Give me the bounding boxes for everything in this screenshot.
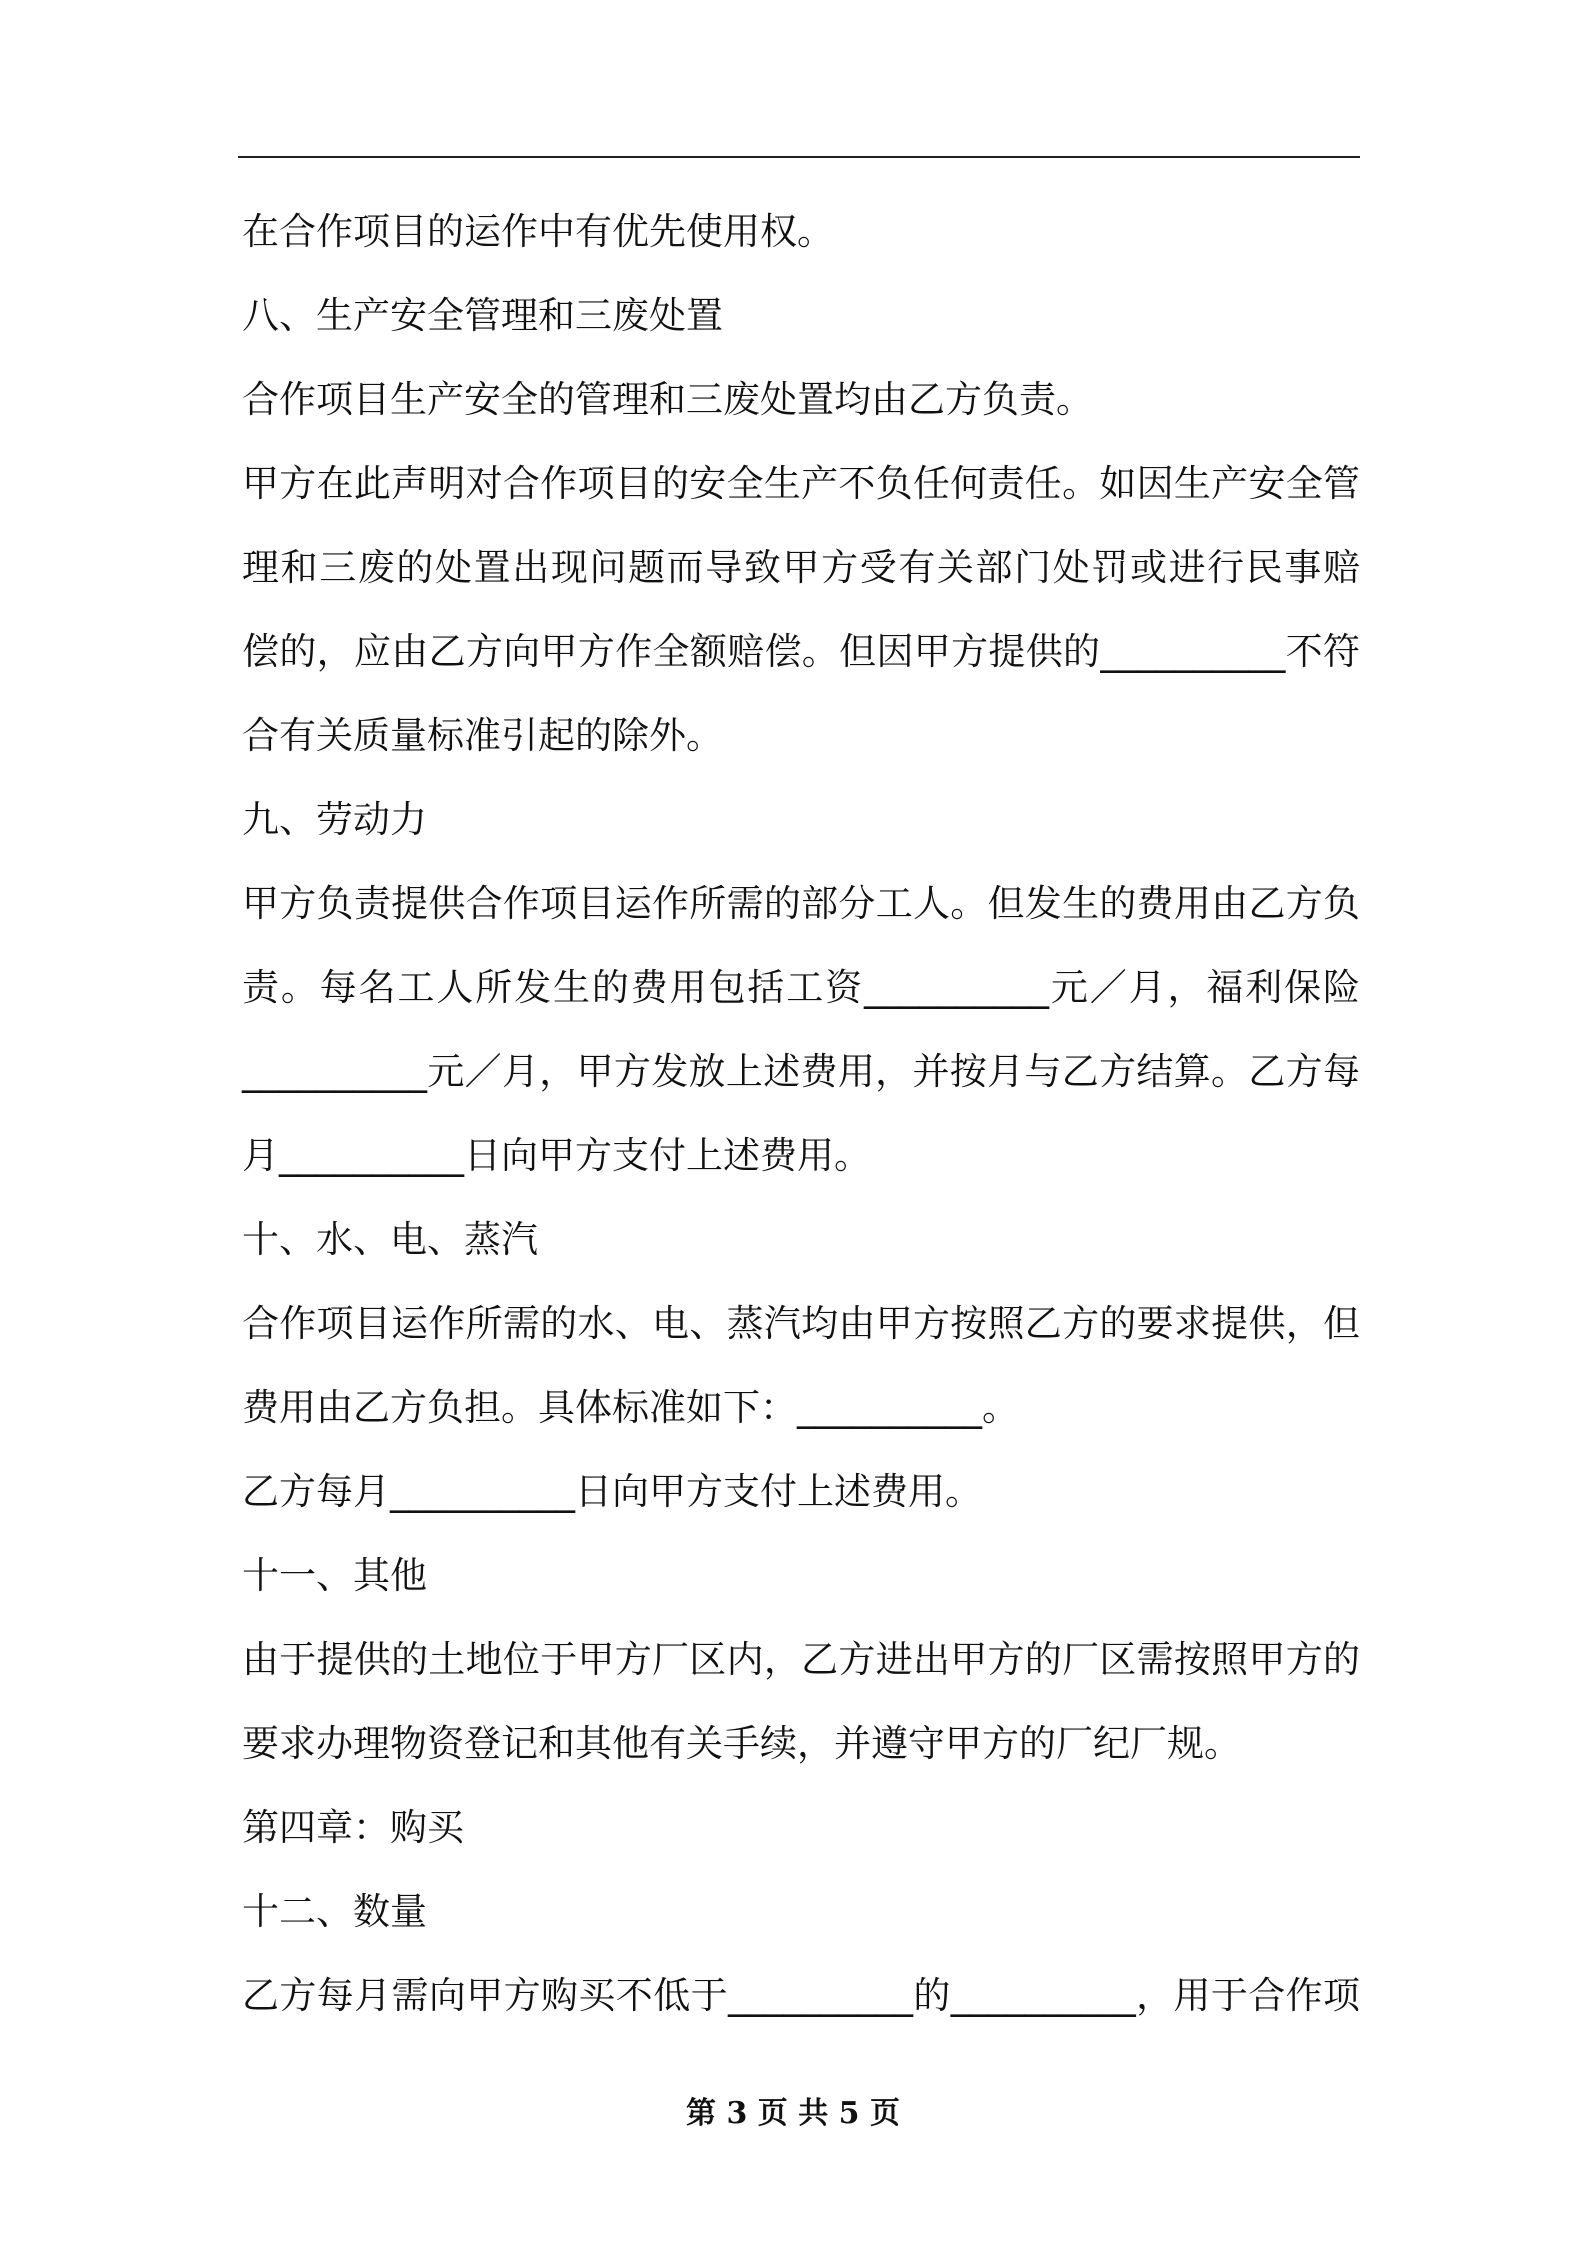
text-line: 由于提供的土地位于甲方厂区内，乙方进出甲方的厂区需按照甲方的	[242, 1638, 1360, 1681]
text-line: 乙方每月__________日向甲方支付上述费用。	[242, 1470, 982, 1513]
text-line: 合有关质量标准引起的除外。	[242, 714, 723, 757]
text-line: 责。每名工人所发生的费用包括工资__________元／月，福利保险	[242, 966, 1360, 1009]
text-line: 月__________日向甲方支付上述费用。	[242, 1134, 871, 1177]
text-line: 甲方负责提供合作项目运作所需的部分工人。但发生的费用由乙方负	[242, 882, 1360, 925]
text-line: 要求办理物资登记和其他有关手续，并遵守甲方的厂纪厂规。	[242, 1722, 1241, 1765]
text-line: 合作项目生产安全的管理和三废处置均由乙方负责。	[242, 378, 1093, 421]
text-line: 乙方每月需向甲方购买不低于__________的__________，用于合作项	[242, 1974, 1360, 2017]
text-line: 在合作项目的运作中有优先使用权。	[242, 210, 834, 253]
section-heading: 十二、数量	[242, 1890, 427, 1933]
text-line: 偿的，应由乙方向甲方作全额赔偿。但因甲方提供的__________不符	[242, 630, 1360, 673]
section-heading: 八、生产安全管理和三废处置	[242, 294, 723, 337]
section-heading: 十一、其他	[242, 1554, 427, 1597]
section-heading: 九、劳动力	[242, 798, 427, 841]
chapter-heading: 第四章：购买	[242, 1806, 464, 1849]
text-line: 费用由乙方负担。具体标准如下：__________。	[242, 1386, 1019, 1429]
text-line: __________元／月，甲方发放上述费用，并按月与乙方结算。乙方每	[242, 1050, 1360, 1093]
section-heading: 十、水、电、蒸汽	[242, 1218, 538, 1261]
header-rule	[238, 156, 1360, 158]
text-line: 合作项目运作所需的水、电、蒸汽均由甲方按照乙方的要求提供，但	[242, 1302, 1360, 1345]
text-line: 甲方在此声明对合作项目的安全生产不负任何责任。如因生产安全管	[242, 462, 1360, 505]
text-line: 理和三废的处置出现问题而导致甲方受有关部门处罚或进行民事赔	[242, 546, 1360, 589]
page-number-footer: 第 3 页 共 5 页	[686, 2096, 900, 2131]
document-body	[242, 190, 1360, 2038]
